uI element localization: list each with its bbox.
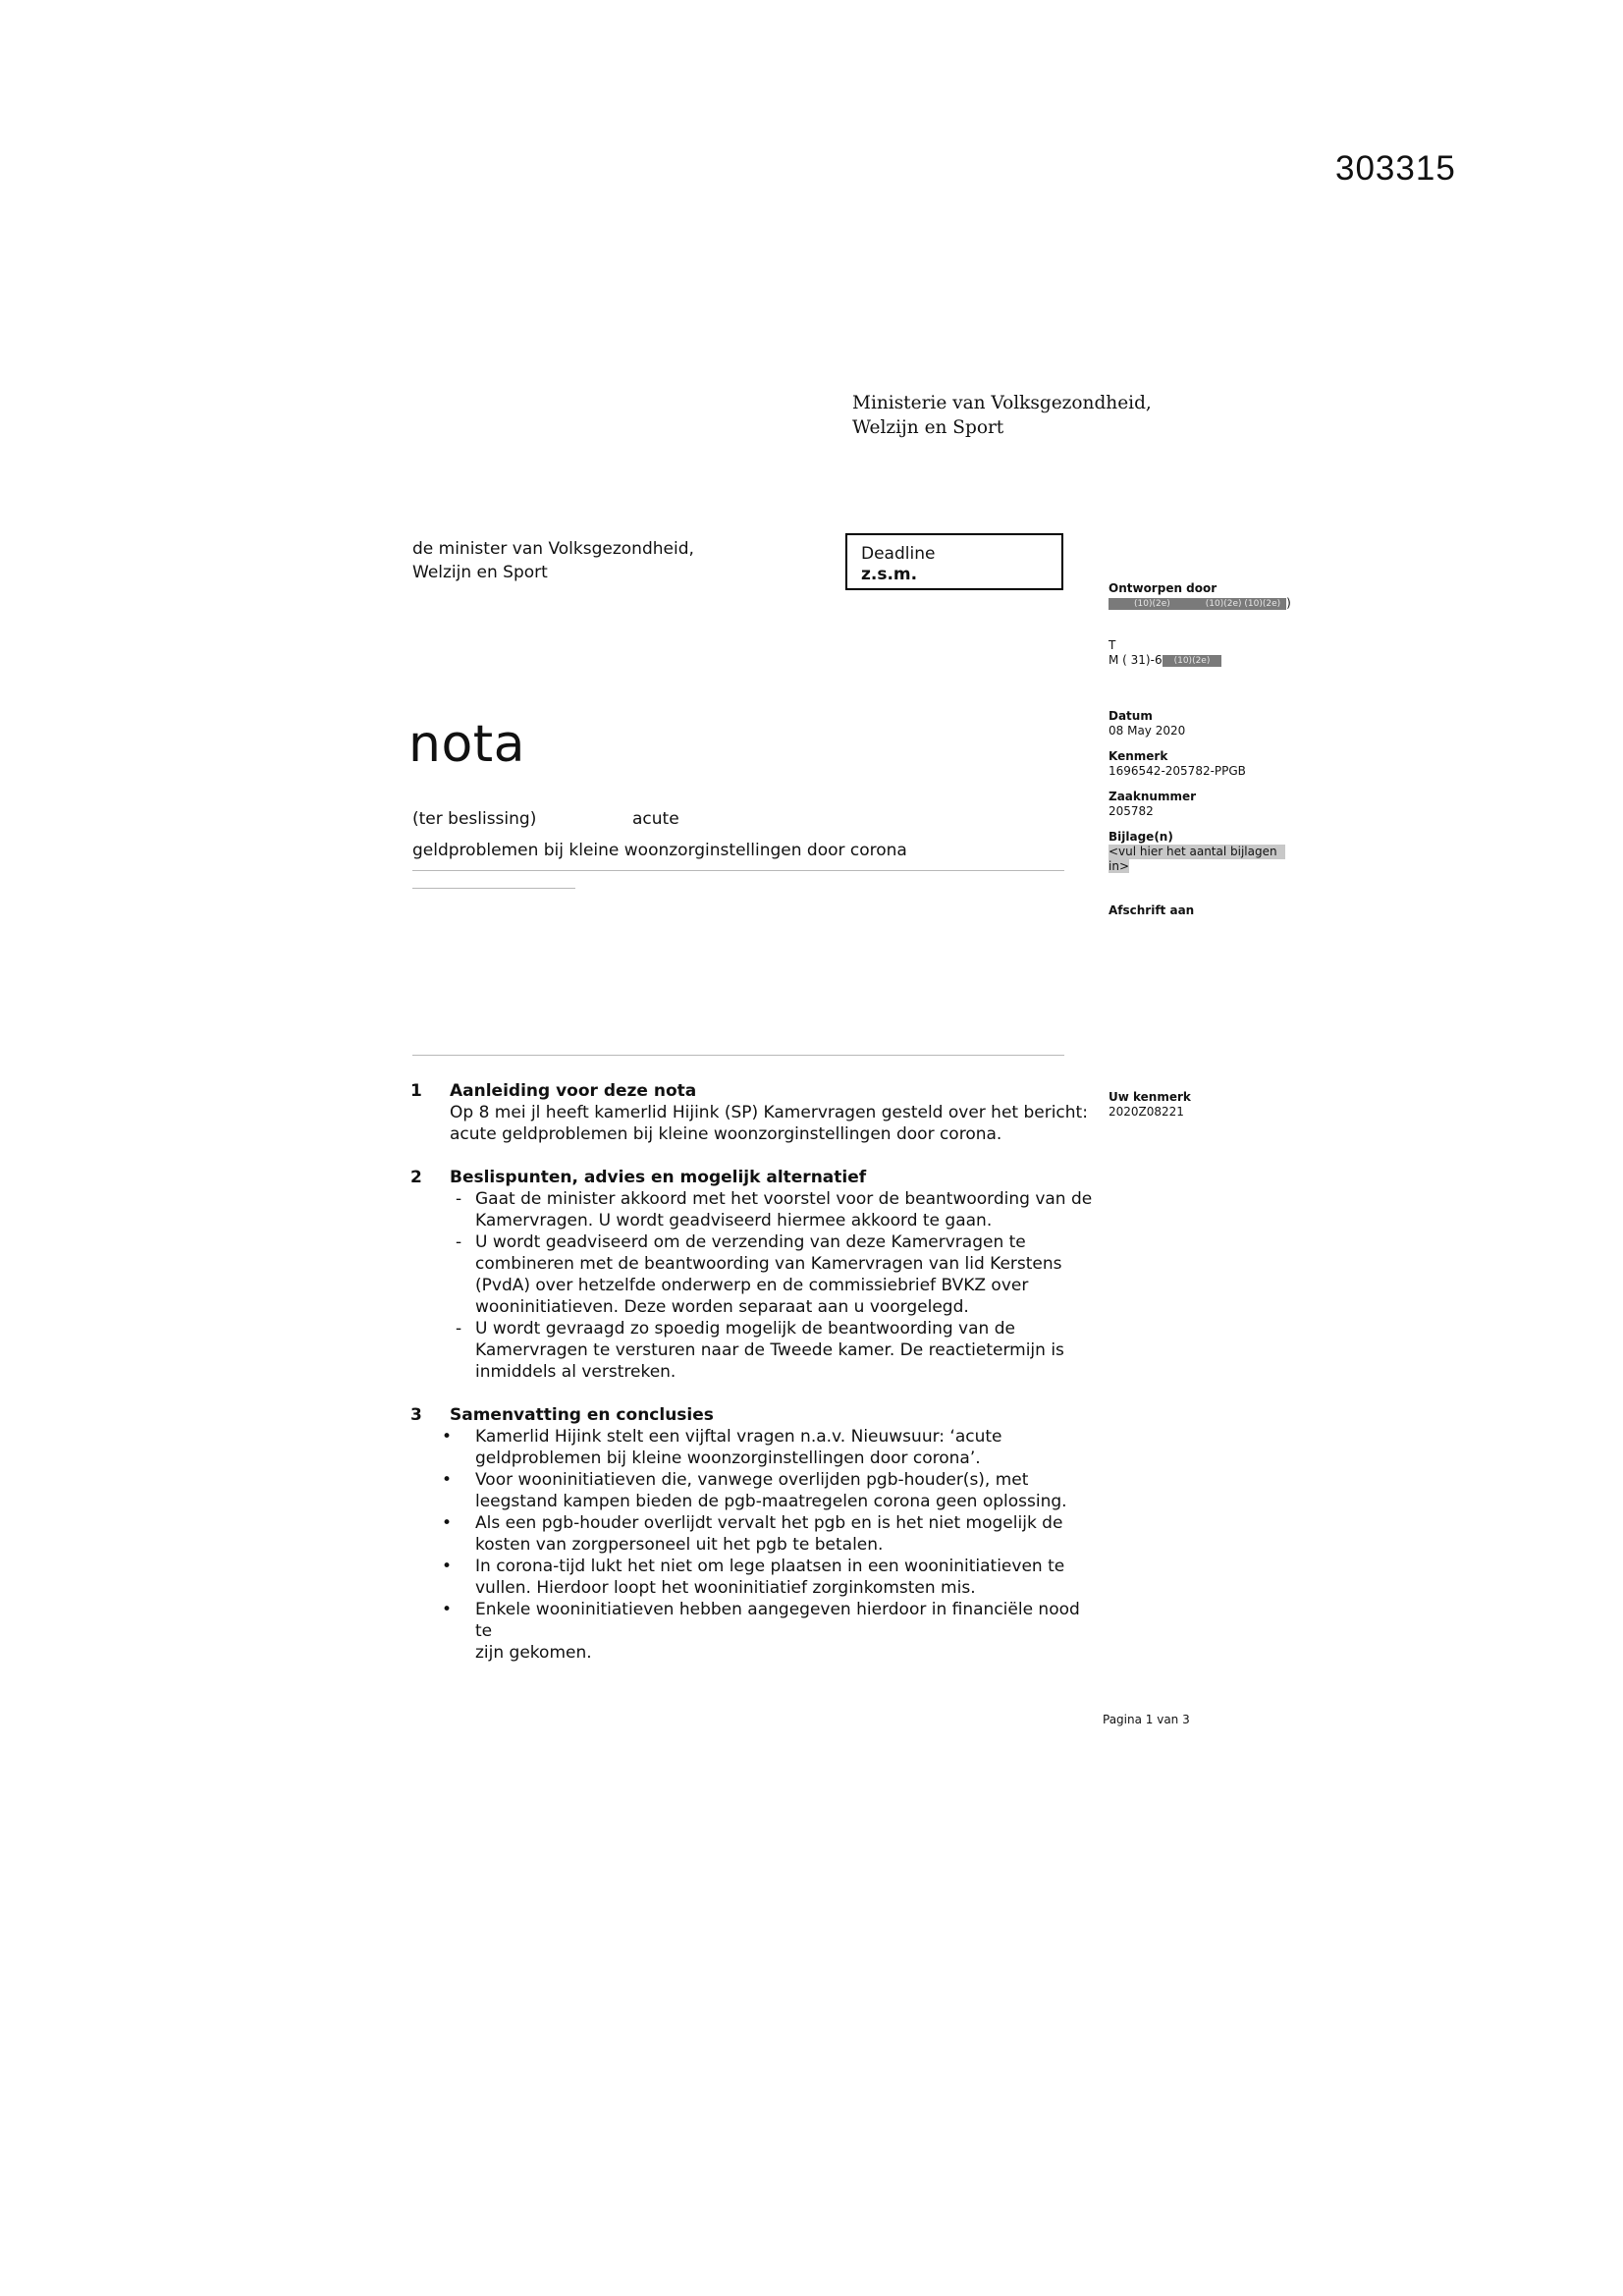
phone-m [1109,653,1221,668]
kenmerk-label: Kenmerk [1109,749,1168,763]
summary-list [450,1426,1098,1664]
deadline-box [845,533,1063,590]
list-item-line: - U wordt geadviseerd om de verzending van deze Kamervragen te [475,1232,1026,1252]
list-item-line: kosten van zorgpersoneel uit het pgb te betalen. [475,1535,884,1555]
list-item-line: • In corona-tijd lukt het niet om lege plaatsen in een wooninitiatieven te [475,1557,1065,1576]
list-item [450,1512,1098,1556]
list-item-line: Kamervragen. U wordt geadviseerd hiermee akkoord te gaan. [475,1211,993,1230]
list-item [450,1426,1098,1469]
section-number: 3 [410,1405,422,1425]
list-item-line: • Enkele wooninitiatieven hebben aangegeven hierdoor in financiële nood te [475,1600,1080,1641]
afschrift-block [1109,903,1194,918]
list-item-line: vullen. Hierdoor loopt het wooninitiatief zorginkomsten mis. [475,1578,976,1598]
list-item-line: geldproblemen bij kleine woonzorginstellingen door corona’. [475,1449,981,1468]
zaaknummer-value: 205782 [1109,804,1154,818]
list-item-line: Kamervragen te versturen naar de Tweede kamer. De reactietermijn is [475,1340,1064,1360]
section-2 [410,1167,1098,1383]
bijlagen-label: Bijlage(n) [1109,830,1173,844]
bijlagen-value-1: <vul hier het aantal bijlagen [1109,845,1285,859]
list-item [450,1231,1098,1318]
list-item-line: wooninitiatieven. Deze worden separaat aan u voorgelegd. [475,1297,969,1317]
addressee-line-1: de minister van Volksgezondheid, [412,539,694,559]
bijlagen-value-2: in> [1109,859,1129,873]
redaction-box: (10)(2e) [1163,655,1222,667]
list-item-line: zijn gekomen. [475,1643,592,1663]
subject-line-2: geldproblemen bij kleine woonzorginstellingen door corona [412,841,907,860]
page-number: Pagina 1 van 3 [1103,1713,1190,1726]
list-item [450,1469,1098,1512]
list-item-line: leegstand kampen bieden de pgb-maatregelen corona geen oplossing. [475,1492,1067,1511]
ministry-line-2: Welzijn en Sport [852,417,1004,438]
body-divider [412,1055,1064,1056]
section-number: 1 [410,1081,422,1101]
deadline-label: Deadline [861,544,936,564]
list-item-line: • Voor wooninitiatieven die, vanwege overlijden pgb-houder(s), met [475,1470,1029,1490]
uw-kenmerk-value: 2020Z08221 [1109,1105,1184,1119]
ministry-line-1: Ministerie van Volksgezondheid, [852,393,1152,413]
decision-list [450,1188,1098,1383]
kenmerk-value: 1696542-205782-PPGB [1109,764,1246,778]
list-item-line: - U wordt gevraagd zo spoedig mogelijk de beantwoording van de [475,1319,1015,1339]
redaction-box: (10)(2e) (10)(2e) [1196,598,1286,610]
list-item-line: (PvdA) over hetzelfde onderwerp en de commissiebrief BVKZ over [475,1276,1029,1295]
zaaknummer-label: Zaaknummer [1109,790,1197,803]
ontworpen-label: Ontworpen door [1109,581,1217,595]
datum-value: 08 May 2020 [1109,724,1186,738]
redaction-box: (10)(2e) [1109,598,1196,610]
phone-t: T [1109,638,1116,652]
list-item [450,1599,1098,1664]
datum-block [1109,709,1185,738]
addressee [412,537,694,584]
list-item-line: combineren met de beantwoording van Kamervragen van lid Kerstens [475,1254,1062,1274]
subject-status: (ter beslissing) [412,809,537,829]
document-title: nota [408,715,526,774]
list-item [450,1188,1098,1231]
section-1 [410,1080,1098,1145]
subject-line-1 [412,809,679,829]
zaaknummer-block [1109,790,1196,819]
ontworpen-block [1109,581,1291,611]
ministry-name [852,391,1152,440]
phone-block [1109,638,1221,668]
kenmerk-block [1109,749,1246,779]
section-3 [410,1404,1098,1664]
section-title: Beslispunten, advies en mogelijk alternatief [450,1168,867,1187]
ontworpen-redactions: (10)(2e) (10)(2e) (10)(2e) ) [1109,596,1291,611]
list-item-line: • Als een pgb-houder overlijdt vervalt het pgb en is het niet mogelijk de [475,1513,1063,1533]
section-text-line: Op 8 mei jl heeft kamerlid Hijink (SP) Kamervragen gesteld over het bericht: [450,1103,1088,1122]
document-number: 303315 [1335,149,1456,188]
datum-label: Datum [1109,709,1153,723]
list-item [450,1318,1098,1383]
list-item-line: • Kamerlid Hijink stelt een vijftal vragen n.a.v. Nieuwsuur: ‘acute [475,1427,1002,1447]
bijlagen-block [1109,830,1285,874]
phone-m-prefix: M ( 31)-6 [1109,653,1163,667]
list-item-line: - Gaat de minister akkoord met het voorstel voor de beantwoording van de [475,1189,1093,1209]
uw-kenmerk-block [1109,1090,1191,1120]
uw-kenmerk-label: Uw kenmerk [1109,1090,1191,1104]
afschrift-label: Afschrift aan [1109,903,1195,917]
section-title: Aanleiding voor deze nota [450,1081,697,1101]
document-body [410,1080,1098,1664]
section-title: Samenvatting en conclusies [450,1405,714,1425]
subject-divider [412,870,1064,871]
deadline-value: z.s.m. [861,565,918,584]
short-divider [412,888,575,889]
section-number: 2 [410,1168,422,1187]
section-text-line: acute geldproblemen bij kleine woonzorginstellingen door corona. [450,1124,1002,1144]
subject-start: acute [632,809,679,829]
list-item-line: inmiddels al verstreken. [475,1362,676,1382]
list-item [450,1556,1098,1599]
addressee-line-2: Welzijn en Sport [412,563,548,582]
